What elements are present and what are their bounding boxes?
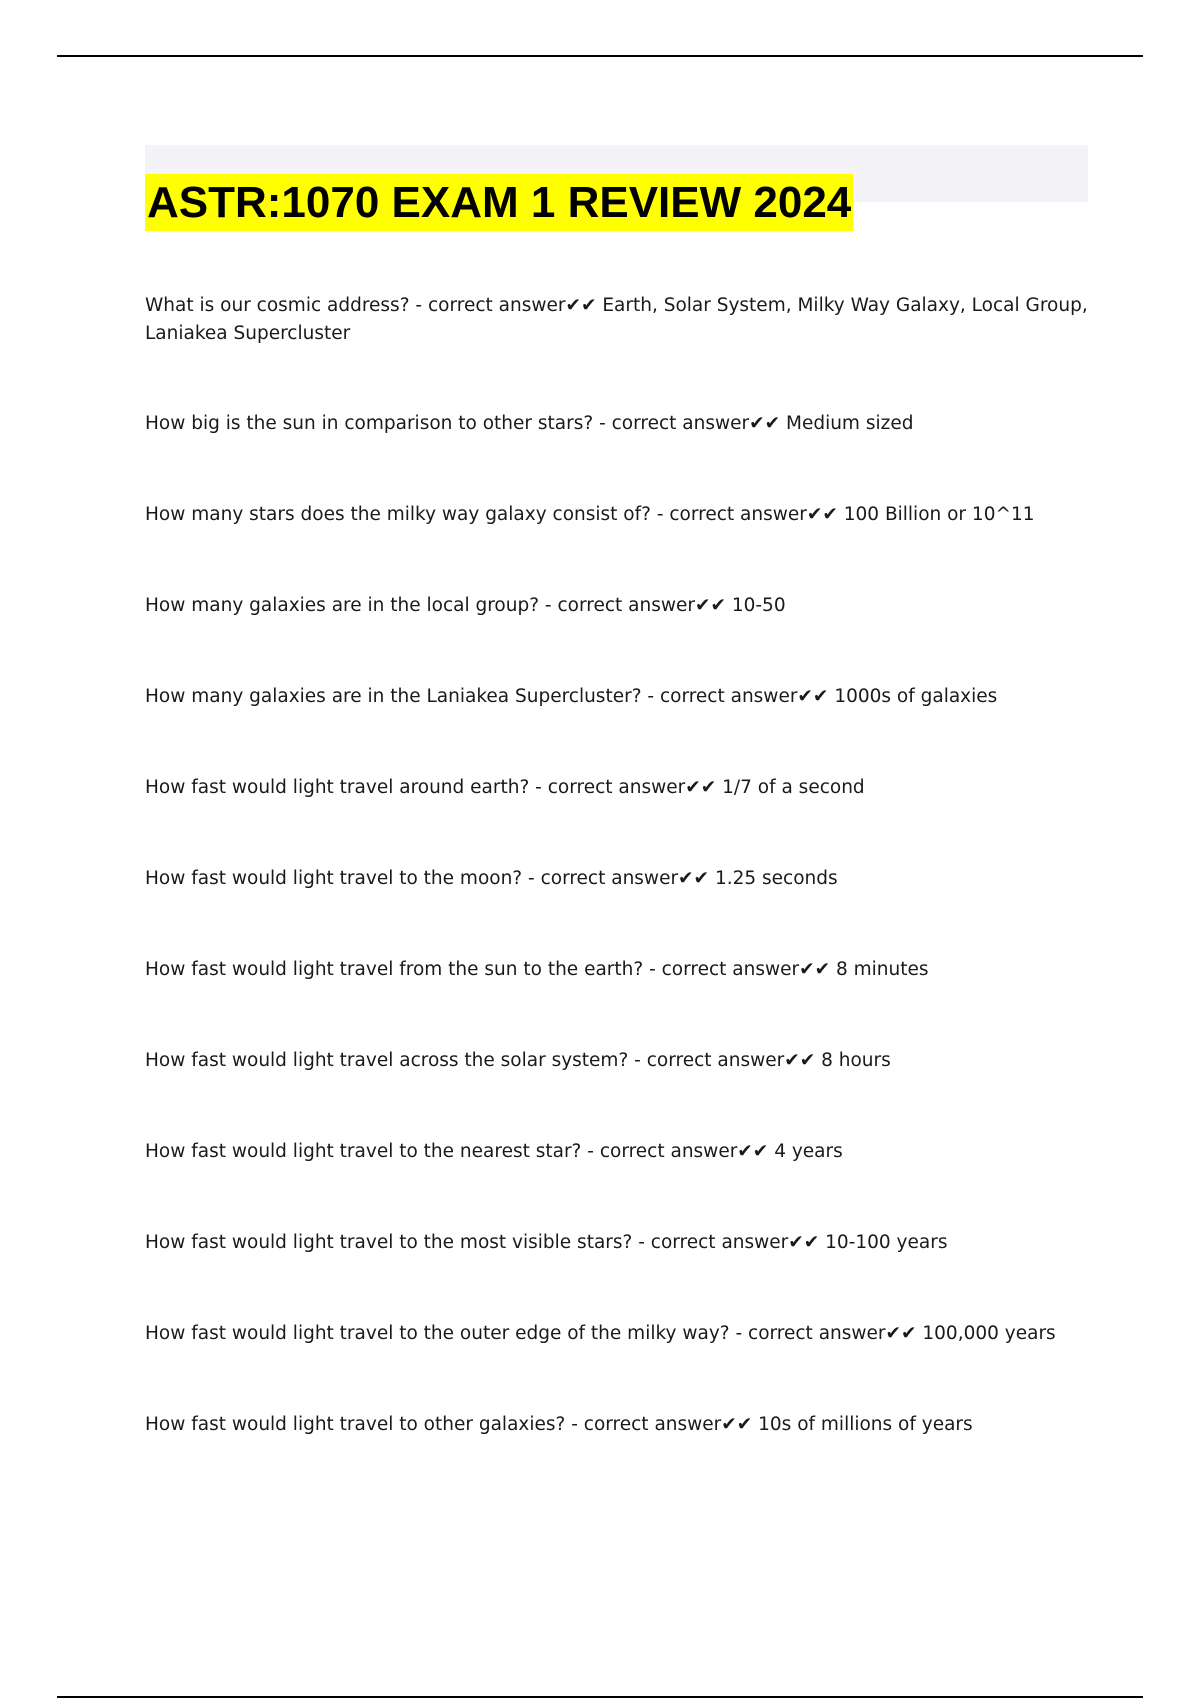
answer-separator: - correct answer✔✔ (643, 959, 836, 980)
question-text: How big is the sun in comparison to other stars? (145, 413, 594, 434)
question-text: How fast would light travel to other galaxies? (145, 1414, 566, 1435)
question-text: How fast would light travel from the sun to the earth? (145, 959, 644, 980)
answer-text: Medium sized (785, 413, 914, 434)
qa-item (145, 1047, 1090, 1075)
answer-text: 8 hours (821, 1050, 891, 1071)
qa-item (145, 683, 1090, 711)
answer-separator: - correct answer✔✔ (522, 868, 715, 889)
answer-separator: - correct answer✔✔ (628, 1050, 822, 1071)
answer-separator: - correct answer✔✔ (650, 504, 844, 525)
answer-text: Earth, Solar System, Milky Way Galaxy, Local Group, Laniakea Supercluster (145, 295, 1088, 344)
qa-item (145, 1229, 1090, 1257)
qa-item (145, 1138, 1090, 1166)
answer-separator: - correct answer✔✔ (641, 686, 835, 707)
qa-item (145, 592, 1090, 620)
answer-text: 8 minutes (836, 959, 929, 980)
qa-item (145, 1411, 1090, 1439)
answer-text: 100,000 years (922, 1323, 1056, 1344)
question-text: How fast would light travel to the nearest star? (145, 1141, 582, 1162)
answer-separator: - correct answer✔✔ (565, 1414, 759, 1435)
question-text: How many stars does the milky way galaxy consist of? (145, 504, 651, 525)
answer-text: 10-50 (731, 595, 786, 616)
answer-separator: - correct answer✔✔ (409, 295, 603, 316)
answer-text: 1/7 of a second (722, 777, 865, 798)
qa-item (145, 956, 1090, 984)
question-text: How fast would light travel to the moon? (145, 868, 523, 889)
answer-text: 1.25 seconds (714, 868, 838, 889)
qa-item (145, 1320, 1090, 1348)
answer-text: 4 years (774, 1141, 843, 1162)
answer-separator: - correct answer✔✔ (581, 1141, 775, 1162)
answer-separator: - correct answer✔✔ (529, 777, 723, 798)
question-text: How fast would light travel to the outer edge of the milky way? (145, 1323, 730, 1344)
question-text: How fast would light travel across the solar system? (145, 1050, 629, 1071)
top-rule (57, 55, 1143, 57)
answer-text: 10-100 years (825, 1232, 948, 1253)
answer-separator: - correct answer✔✔ (593, 413, 786, 434)
answer-separator: - correct answer✔✔ (539, 595, 732, 616)
qa-item (145, 501, 1090, 529)
answer-text: 100 Billion or 10^11 (843, 504, 1035, 525)
question-text: How fast would light travel around earth? (145, 777, 530, 798)
question-text: What is our cosmic address? (145, 295, 410, 316)
qa-item (145, 865, 1090, 893)
answer-text: 1000s of galaxies (834, 686, 998, 707)
answer-text: 10s of millions of years (758, 1414, 973, 1435)
question-text: How many galaxies are in the Laniakea Supercluster? (145, 686, 642, 707)
qa-item (145, 292, 1090, 348)
answer-separator: - correct answer✔✔ (632, 1232, 826, 1253)
bottom-rule (57, 1696, 1143, 1698)
question-text: How fast would light travel to the most visible stars? (145, 1232, 633, 1253)
page-title: ASTR:1070 EXAM 1 REVIEW 2024 (145, 174, 853, 231)
qa-item (145, 410, 1090, 438)
question-text: How many galaxies are in the local group? (145, 595, 540, 616)
answer-separator: - correct answer✔✔ (729, 1323, 923, 1344)
qa-item (145, 774, 1090, 802)
